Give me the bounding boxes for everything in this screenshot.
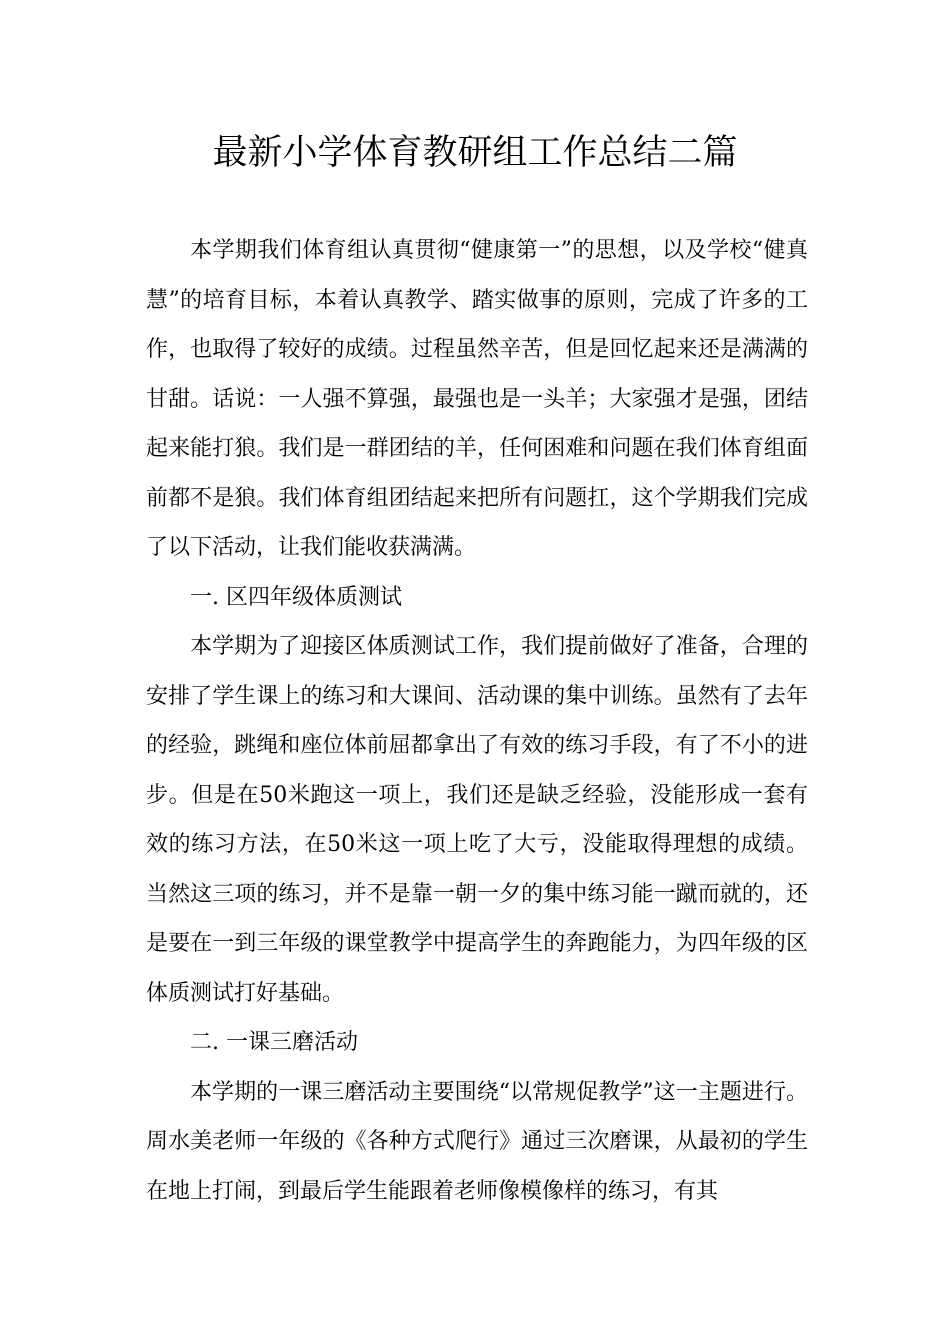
document-title: 最新小学体育教研组工作总结二篇 <box>212 133 738 173</box>
intro-paragraph: 本学期我们体育组认真贯彻“健康第一”的思想，以及学校“健真慧”的培育目标，本着认真教学、踏实做事的原则，完成了许多的工作，也取得了较好的成绩。过程虽然辛苦，但是回忆起来还是满满的甘甜。话说：一人强不算强，最强也是一头羊；大家强才是强，团结起来能打狼。我们是一群团结的羊，任何困难和问题在我们体育组面前都不是狼。我们体育组团结起来把所有问题扛，这个学期我们完成了以下活动，让我们能收获满满。 <box>146 238 808 560</box>
lesson-polishing-paragraph: 本学期的一课三磨活动主要围绕“以常规促教学”这一主题进行。周水美老师一年级的《各种方式爬行》通过三次磨课，从最初的学生在地上打闹，到最后学生能跟着老师像模像样的练习，有其 <box>146 1079 808 1204</box>
section-heading-lesson-polishing: 二. 一课三磨活动 <box>190 1030 358 1055</box>
physical-test-paragraph: 本学期为了迎接区体质测试工作，我们提前做好了准备，合理的安排了学生课上的练习和大课间、活动课的集中训练。虽然有了去年的经验，跳绳和座位体前屈都拿出了有效的练习手段，有了不小的进步。但是在50米跑这一项上，我们还是缺乏经验，没能形成一套有效的练习方法，在50米这一项上吃了大亏，没能取得理想的成绩。当然这三项的练习，并不是靠一朝一夕的集中练习能一蹴而就的，还是要在一到三年级的课堂教学中提高学生的奔跑能力，为四年级的区体质测试打好基础。 <box>146 634 808 1006</box>
document-body <box>146 226 808 1216</box>
section-heading-physical-test: 一. 区四年级体质测试 <box>190 584 402 610</box>
